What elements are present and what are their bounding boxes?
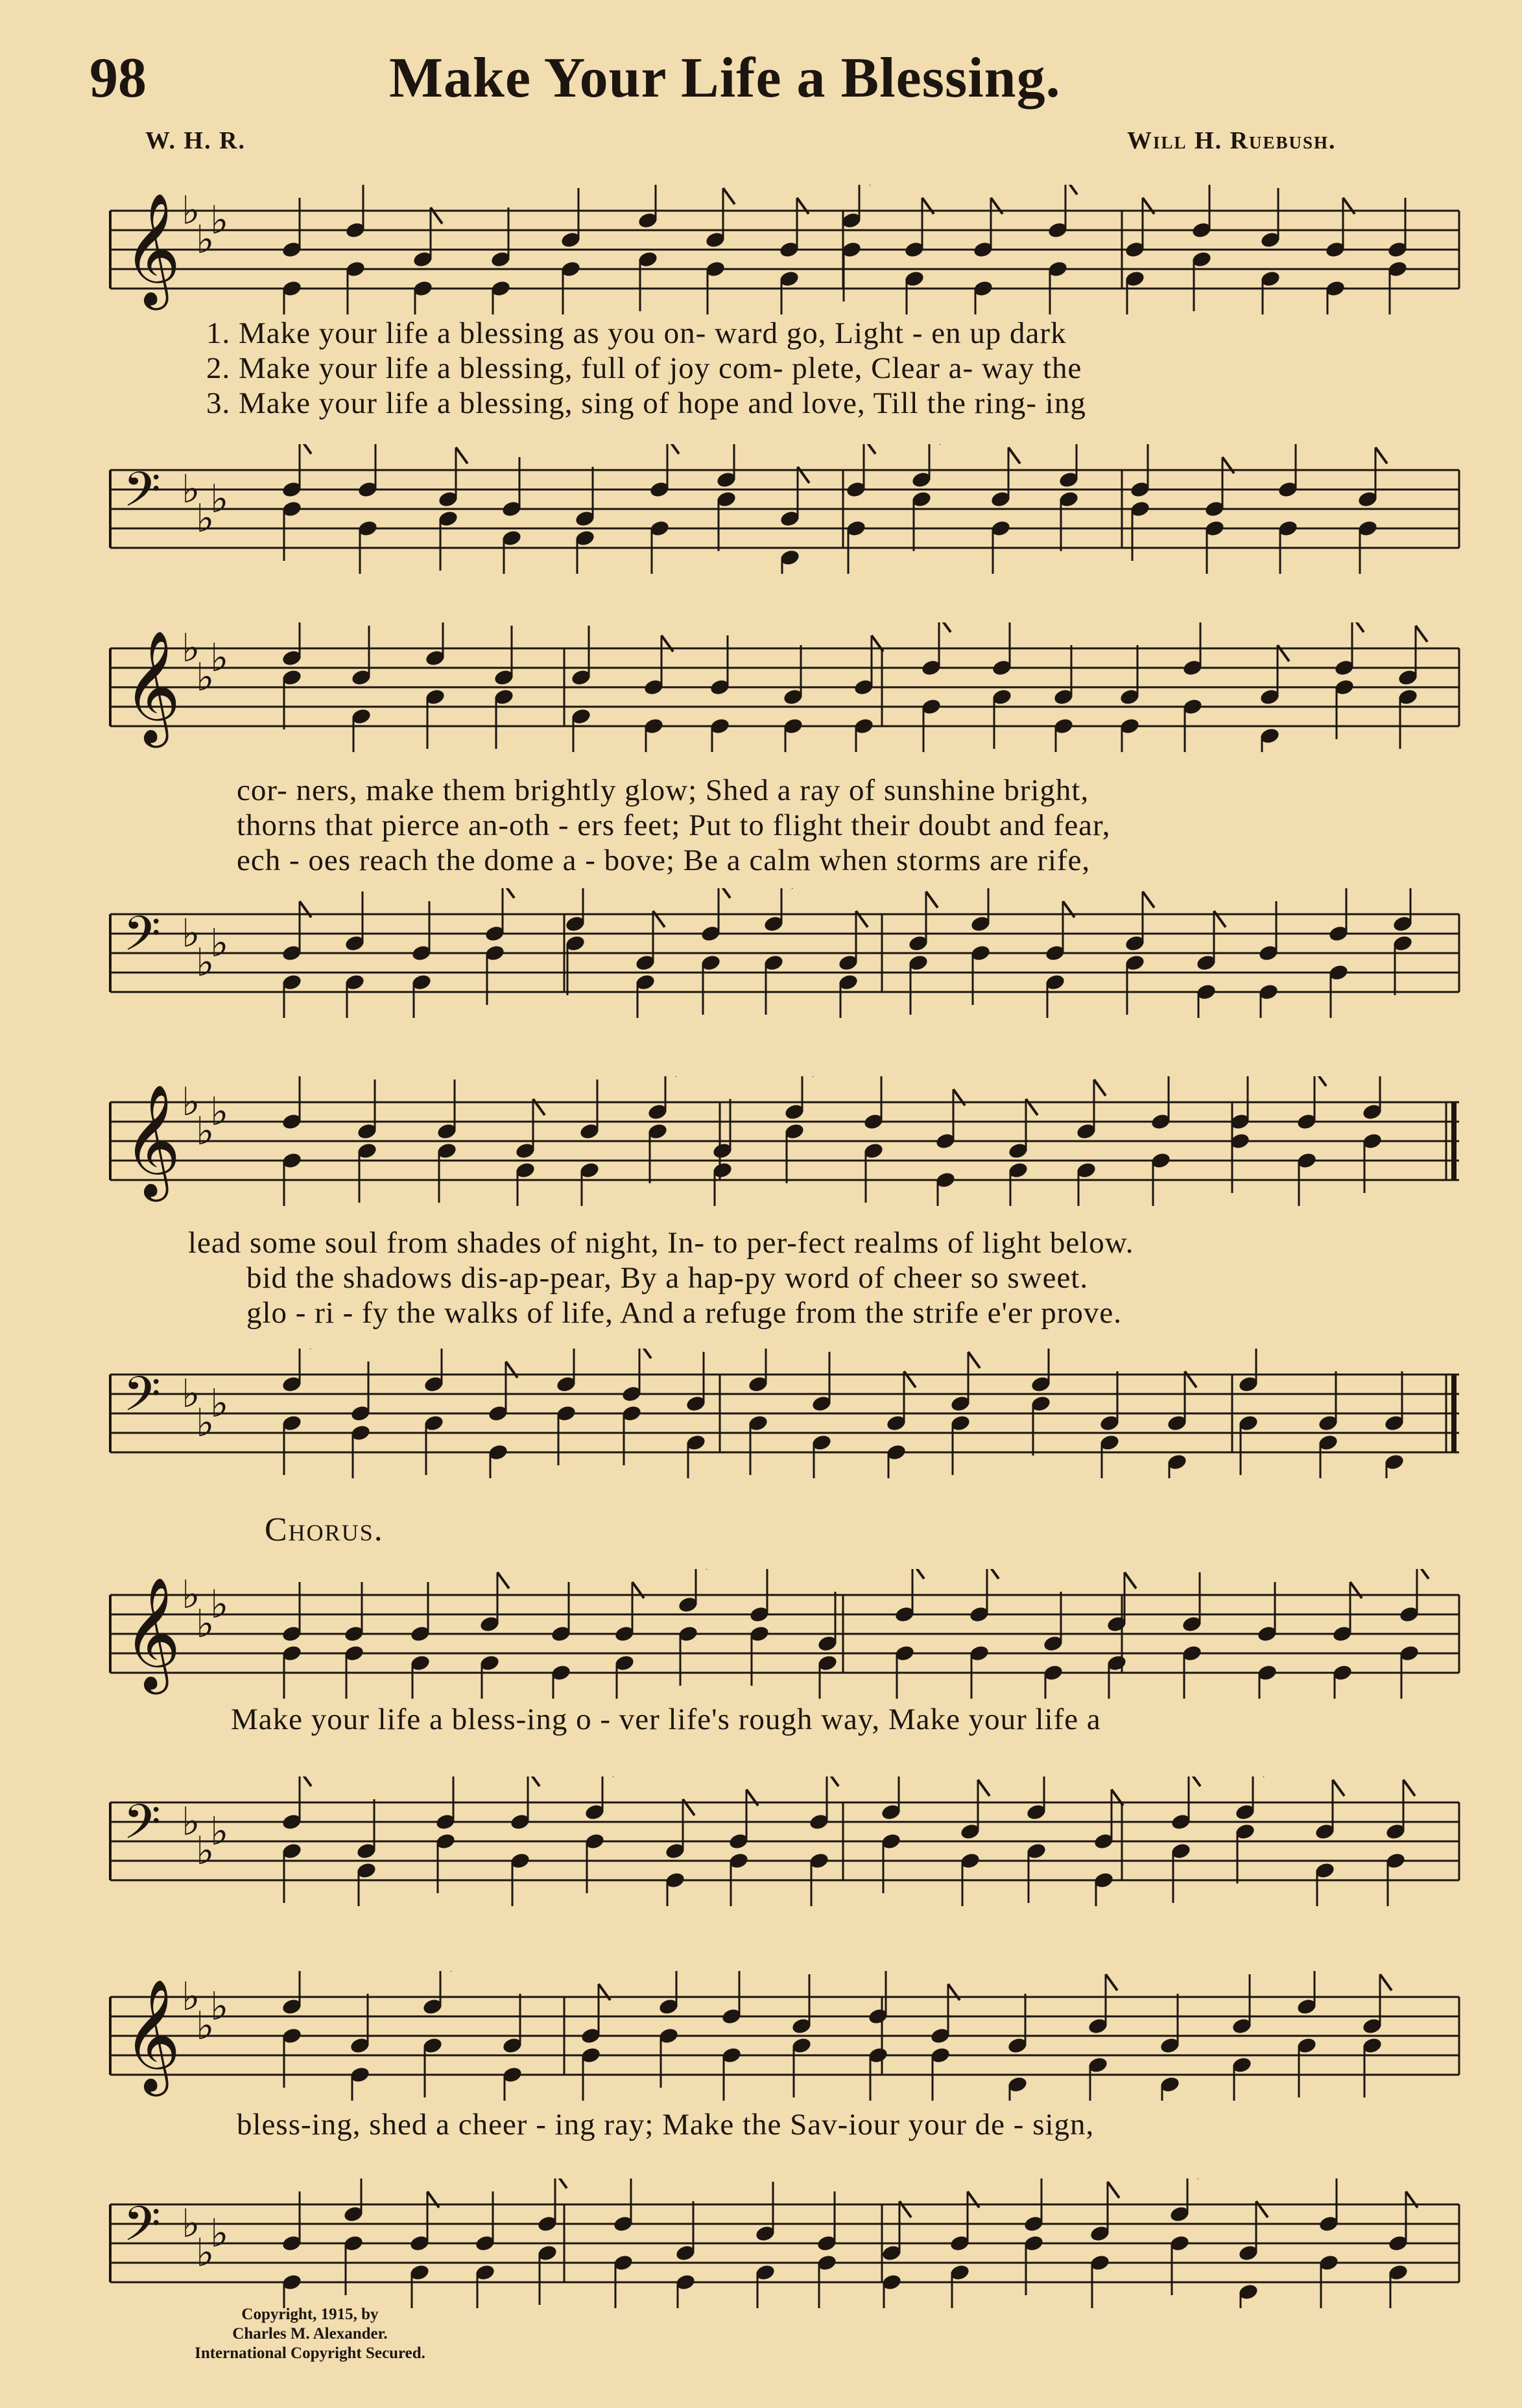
staff-lines (97, 185, 1466, 314)
staff-lines (97, 888, 1466, 1018)
svg-text:𝄢: 𝄢 (123, 906, 161, 974)
svg-text:♭: ♭ (196, 217, 215, 263)
music-system-2 (97, 603, 1466, 1018)
svg-text:♭: ♭ (182, 467, 200, 512)
verse-1-line: lead some soul from shades of night, In- to per-fect realms of light below. (188, 1226, 1134, 1260)
treble-staff (97, 1569, 1466, 1690)
page-number: 98 (89, 47, 147, 110)
svg-text:𝄢: 𝄢 (123, 2196, 161, 2264)
copyright-line-2: Charles M. Alexander. (232, 2325, 388, 2343)
svg-text:♭: ♭ (210, 921, 229, 966)
bass-staff (97, 1776, 1466, 1887)
verse-2-line: thorns that pierce an-oth - ers feet; Put to flight their doubt and fear, (237, 809, 1111, 842)
staff-lines (97, 1349, 1466, 1478)
chorus-label: Chorus. (265, 1511, 384, 1548)
svg-text:𝄢: 𝄢 (123, 1794, 161, 1862)
verse-3-line: glo - ri - fy the walks of life, And a refuge from the strife e'er prove. (246, 1296, 1123, 1330)
treble-staff (97, 1076, 1466, 1197)
bass-staff (97, 2178, 1466, 2289)
svg-text:♭: ♭ (210, 635, 229, 681)
svg-text:♭: ♭ (182, 2201, 200, 2247)
verse-3-line: 3. Make your life a blessing, sing of hope and love, Till the ring- ing (206, 386, 1086, 420)
staff-lines (97, 1569, 1466, 1699)
hymn-title: Make Your Life a Blessing. (389, 47, 1061, 110)
verse-2-line: bid the shadows dis-ap-pear, By a hap-py word of cheer so sweet. (246, 1261, 1089, 1295)
svg-text:♭: ♭ (210, 198, 229, 243)
svg-text:♭: ♭ (210, 477, 229, 522)
svg-text:♭: ♭ (196, 1601, 215, 1647)
staff-lines (97, 444, 1466, 574)
svg-text:♭: ♭ (210, 2211, 229, 2256)
treble-staff (97, 185, 1466, 305)
music-system-1 (97, 165, 1466, 587)
svg-text:𝄢: 𝄢 (123, 462, 161, 530)
svg-text:𝄞: 𝄞 (123, 193, 181, 305)
music-system-3 (97, 1037, 1466, 1491)
svg-text:♭: ♭ (182, 1080, 200, 1125)
svg-text:♭: ♭ (210, 1089, 229, 1135)
svg-text:♭: ♭ (182, 626, 200, 671)
staff-lines (97, 1776, 1466, 1906)
chorus-line-1: Make your life a bless-ing o - ver life's rough way, Make your life a (231, 1703, 1101, 1736)
svg-text:♭: ♭ (210, 1582, 229, 1627)
svg-text:𝄞: 𝄞 (123, 1979, 181, 2092)
svg-text:♭: ♭ (196, 655, 215, 700)
bass-staff (97, 1349, 1466, 1459)
staff-lines (97, 622, 1466, 752)
music-system-4 (97, 1550, 1466, 1939)
svg-text:♭: ♭ (196, 1400, 215, 1446)
svg-text:♭: ♭ (182, 1799, 200, 1845)
svg-text:♭: ♭ (210, 1809, 229, 1854)
svg-text:♭: ♭ (196, 496, 215, 541)
svg-text:♭: ♭ (210, 1984, 229, 2029)
svg-text:𝄞: 𝄞 (123, 630, 181, 743)
svg-text:♭: ♭ (182, 911, 200, 956)
svg-text:♭: ♭ (196, 2003, 215, 2049)
music-system-5 (97, 1952, 1466, 2315)
verse-3-line: ech - oes reach the dome a - bove; Be a calm when storms are rife, (237, 844, 1091, 877)
treble-staff (97, 622, 1466, 743)
staff-lines (97, 1076, 1466, 1206)
svg-text:♭: ♭ (196, 2230, 215, 2276)
svg-text:♭: ♭ (196, 1828, 215, 1874)
staff-lines (97, 1971, 1466, 2101)
copyright-line-3: International Copyright Secured. (195, 2344, 425, 2362)
treble-staff (97, 1971, 1466, 2092)
svg-text:♭: ♭ (182, 1572, 200, 1618)
svg-text:♭: ♭ (210, 1381, 229, 1426)
bass-staff (97, 444, 1466, 554)
chorus-line-2: bless-ing, shed a cheer - ing ray; Make the Sav-iour your de - sign, (237, 2108, 1095, 2142)
bass-staff (97, 888, 1466, 998)
svg-text:♭: ♭ (182, 1371, 200, 1417)
staff-lines (97, 2178, 1466, 2308)
verse-1-line: 1. Make your life a blessing as you on- ward go, Light - en up dark (206, 316, 1067, 350)
verse-2-line: 2. Make your life a blessing, full of joy com- plete, Clear a- way the (206, 351, 1082, 385)
svg-text:♭: ♭ (182, 1974, 200, 2020)
copyright-notice (154, 2305, 466, 2363)
copyright-line-1: Copyright, 1915, by (241, 2306, 379, 2323)
lyricist-credit: W. H. R. (145, 127, 246, 154)
svg-text:𝄞: 𝄞 (123, 1577, 181, 1690)
svg-text:♭: ♭ (196, 940, 215, 986)
composer-credit: Will H. Ruebush. (1127, 127, 1337, 154)
svg-text:𝄢: 𝄢 (123, 1366, 161, 1434)
svg-text:♭: ♭ (182, 188, 200, 233)
svg-text:𝄞: 𝄞 (123, 1084, 181, 1197)
verse-1-line: cor- ners, make them brightly glow; Shed a ray of sunshine bright, (237, 773, 1089, 807)
svg-text:♭: ♭ (196, 1109, 215, 1154)
